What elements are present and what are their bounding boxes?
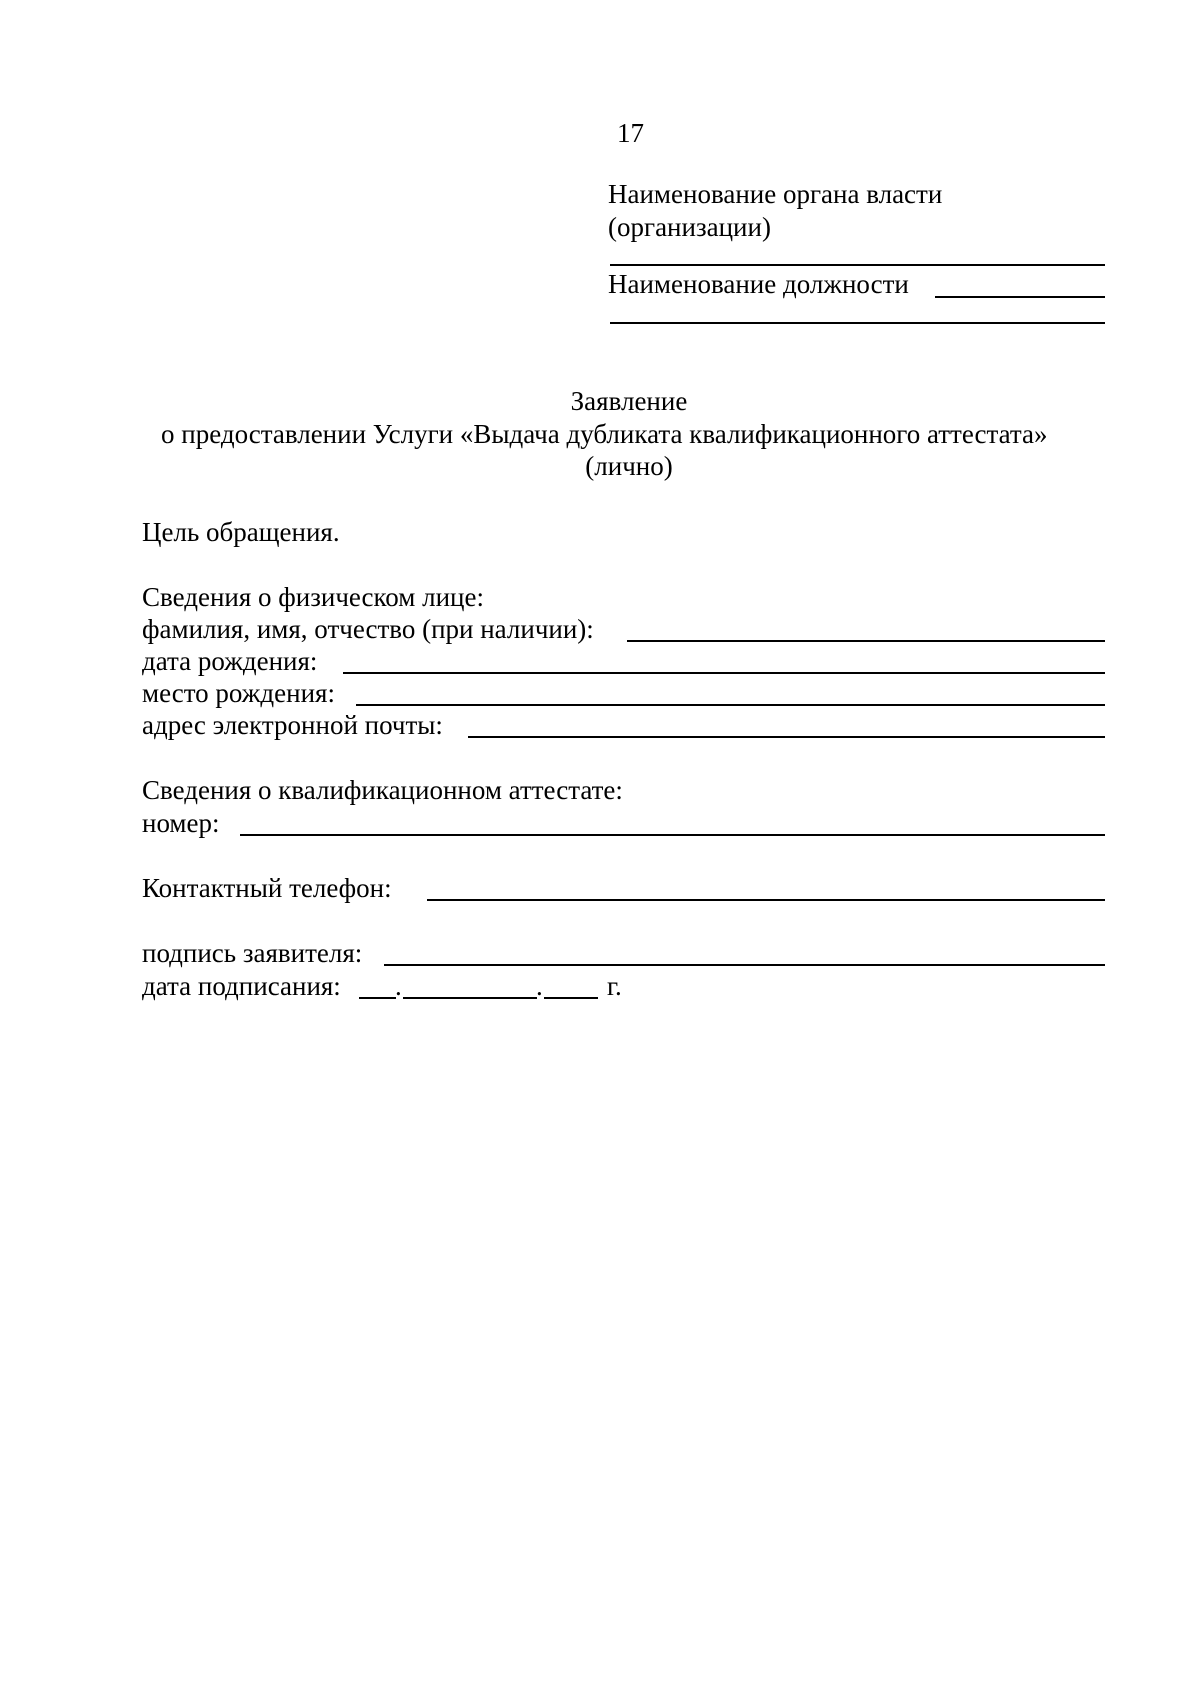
document-subtitle-mode: (лично) — [585, 451, 673, 481]
signing-date-separator-2: . — [536, 971, 543, 1001]
birth-date-label: дата рождения: — [142, 646, 318, 676]
purpose-label: Цель обращения. — [142, 517, 340, 547]
phone-label: Контактный телефон: — [142, 873, 392, 903]
person-section-heading: Сведения о физическом лице: — [142, 582, 484, 612]
authority-label-line2: (организации) — [608, 212, 771, 242]
certificate-section-heading: Сведения о квалификационном аттестате: — [142, 775, 623, 805]
document-subtitle: о предоставлении Услуги «Выдача дубликата квалификационного аттестата» — [161, 419, 1048, 449]
document-title: Заявление — [570, 386, 688, 416]
certificate-number-label: номер: — [142, 808, 220, 838]
email-field[interactable] — [468, 736, 1105, 738]
signing-date-month-field[interactable] — [403, 997, 537, 999]
full-name-label: фамилия, имя, отчество (при наличии): — [142, 614, 594, 644]
full-name-field[interactable] — [627, 640, 1105, 642]
signing-date-label: дата подписания: — [142, 971, 341, 1001]
position-label: Наименование должности — [608, 269, 909, 299]
signature-field[interactable] — [384, 964, 1105, 966]
birth-place-field[interactable] — [356, 704, 1105, 706]
birth-date-field[interactable] — [343, 672, 1105, 674]
signing-date-year-field[interactable] — [544, 997, 598, 999]
person-name-line — [610, 322, 1105, 324]
page-number: 17 — [617, 118, 644, 148]
certificate-number-field[interactable] — [240, 834, 1105, 836]
position-name-line — [935, 296, 1105, 298]
phone-field[interactable] — [427, 899, 1105, 901]
authority-name-line — [610, 264, 1105, 266]
email-label: адрес электронной почты: — [142, 710, 443, 740]
signing-date-separator-1: . — [395, 971, 402, 1001]
signature-label: подпись заявителя: — [142, 938, 363, 968]
authority-label-line1: Наименование органа власти — [608, 179, 943, 209]
signing-date-year-suffix: г. — [607, 971, 622, 1001]
signing-date-day-field[interactable] — [359, 997, 396, 999]
birth-place-label: место рождения: — [142, 678, 335, 708]
